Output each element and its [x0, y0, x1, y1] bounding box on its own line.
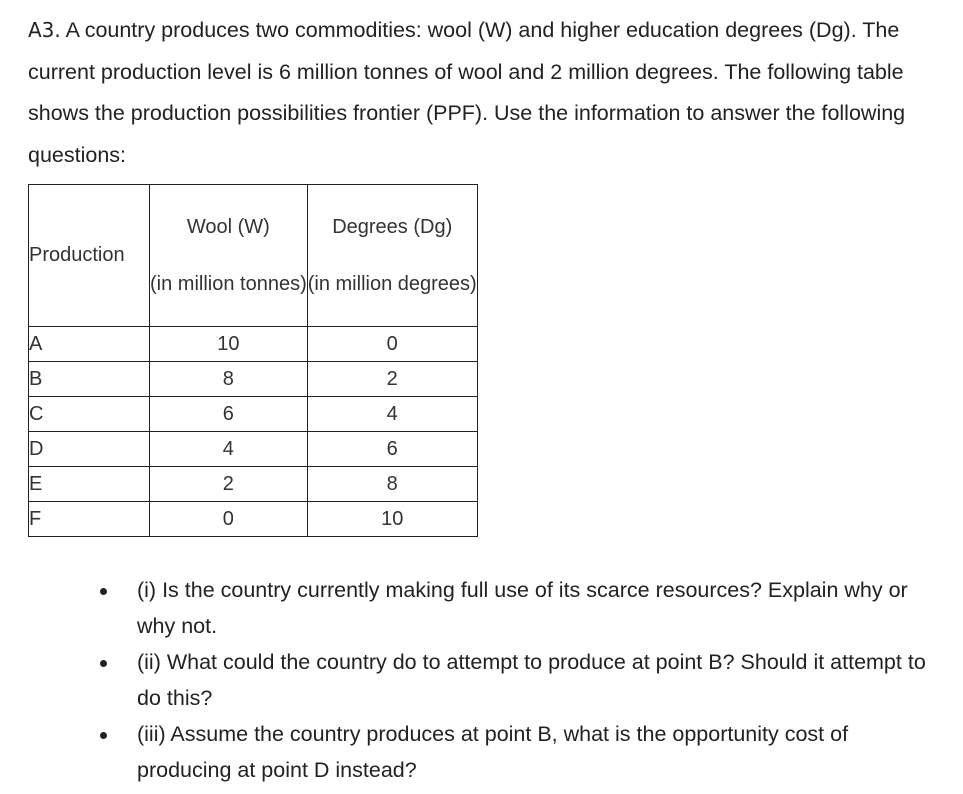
- cell-point: A: [29, 327, 150, 362]
- bullet-icon: [100, 732, 107, 739]
- header-degrees-title: Degrees (Dg): [332, 215, 453, 238]
- question-number: A3.: [28, 18, 61, 42]
- header-degrees-unit: (in million degrees): [307, 272, 477, 295]
- list-item: [100, 716, 940, 788]
- question-text: (i) Is the country currently making full use of its scarce resources? Explain why or why not.: [137, 578, 908, 638]
- question-intro: [28, 10, 953, 176]
- question-text: (ii) What could the country do to attempt to produce at point B? Should it attempt to do this?: [137, 650, 926, 710]
- table-row: [29, 432, 478, 467]
- cell-wool: 0: [150, 502, 308, 537]
- question-text: (iii) Assume the country produces at point B, what is the opportunity cost of producing at point D instead?: [137, 722, 849, 782]
- cell-degrees: 8: [307, 467, 477, 502]
- cell-degrees: 10: [307, 502, 477, 537]
- table-row: [29, 362, 478, 397]
- table-header-row: [29, 185, 478, 327]
- ppf-table: [28, 184, 478, 537]
- header-wool: [150, 185, 308, 327]
- header-production: Production: [29, 185, 150, 327]
- list-item: [100, 572, 940, 644]
- table-row: [29, 397, 478, 432]
- cell-degrees: 2: [307, 362, 477, 397]
- cell-point: F: [29, 502, 150, 537]
- cell-wool: 10: [150, 327, 308, 362]
- cell-wool: 4: [150, 432, 308, 467]
- cell-degrees: 6: [307, 432, 477, 467]
- bullet-icon: [100, 660, 107, 667]
- table-row: [29, 327, 478, 362]
- cell-point: D: [29, 432, 150, 467]
- cell-degrees: 4: [307, 397, 477, 432]
- cell-wool: 8: [150, 362, 308, 397]
- header-degrees: [307, 185, 477, 327]
- table-row: [29, 502, 478, 537]
- cell-degrees: 0: [307, 327, 477, 362]
- question-list: [100, 572, 940, 788]
- cell-wool: 2: [150, 467, 308, 502]
- cell-point: B: [29, 362, 150, 397]
- header-wool-title: Wool (W): [186, 215, 270, 238]
- table-row: [29, 467, 478, 502]
- cell-point: E: [29, 467, 150, 502]
- question-intro-text: A country produces two commodities: wool (W) and higher education degrees (Dg). The current production level is 6 million tonnes of wool and 2 million degrees. The following table shows the production possibilities frontier (PPF). Use the information to answer the following questions:: [28, 18, 906, 167]
- list-item: [100, 644, 940, 716]
- bullet-icon: [100, 588, 107, 595]
- cell-wool: 6: [150, 397, 308, 432]
- header-wool-unit: (in million tonnes): [150, 272, 307, 295]
- cell-point: C: [29, 397, 150, 432]
